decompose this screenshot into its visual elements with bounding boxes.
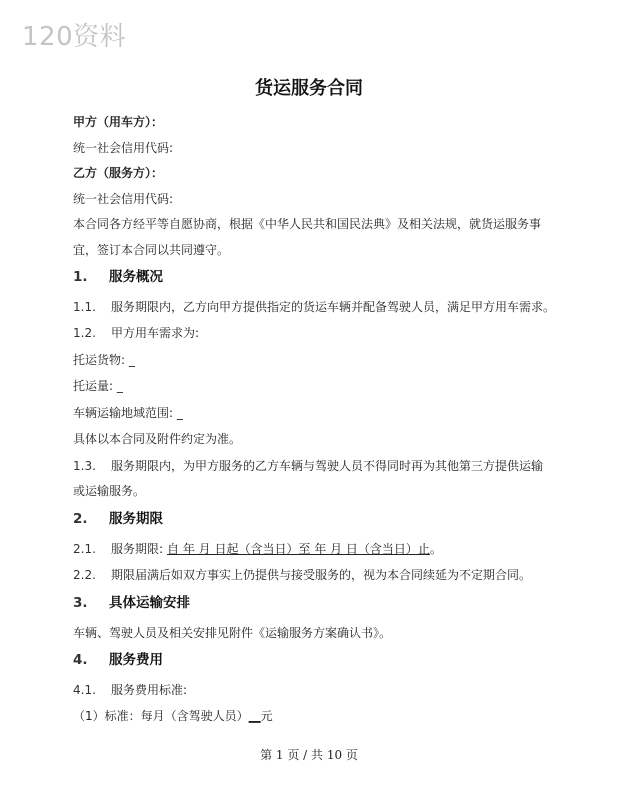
clause-1-1-number: 1.1. bbox=[73, 300, 96, 314]
clause-4-1 bbox=[73, 682, 187, 698]
clause-4-1-text: 服务费用标准: bbox=[111, 683, 188, 697]
region-line: 车辆运输地域范围: _ bbox=[73, 406, 183, 420]
cargo-line: 托运货物: _ bbox=[73, 353, 135, 367]
clause-2-2-text: 期限届满后如双方事实上仍提供与接受服务的，视为本合同续延为不定期合同。 bbox=[111, 568, 532, 582]
intro-paragraph-line-1: 本合同各方经平等自愿协商，根据《中华人民共和国民法典》及相关法规，就货运服务事 bbox=[73, 217, 542, 231]
clause-1-2-number: 1.2. bbox=[73, 326, 96, 340]
clause-3-text: 车辆、驾驶人员及相关安排见附件《运输服务方案确认书》。 bbox=[73, 626, 392, 640]
party-a-credit-code: 统一社会信用代码: bbox=[73, 141, 174, 155]
fee-standard-suffix: 元 bbox=[260, 709, 273, 723]
volume-line: 托运量: _ bbox=[73, 379, 123, 393]
clause-2-1-suffix: 。 bbox=[429, 542, 442, 556]
section-1-heading bbox=[73, 269, 163, 285]
section-2-number: 2. bbox=[73, 511, 88, 527]
section-4-heading bbox=[73, 652, 163, 668]
annex-note: 具体以本合同及附件约定为准。 bbox=[73, 432, 242, 446]
intro-paragraph-line-2: 宜，签订本合同以共同遵守。 bbox=[73, 243, 230, 257]
clause-1-2 bbox=[73, 325, 199, 341]
clause-4-1-number: 4.1. bbox=[73, 683, 96, 697]
section-3-heading bbox=[73, 595, 190, 611]
clause-2-1-number: 2.1. bbox=[73, 542, 96, 556]
clause-2-1 bbox=[73, 541, 442, 557]
section-1-number: 1. bbox=[73, 269, 88, 285]
clause-1-3-line-2: 或运输服务。 bbox=[73, 484, 146, 498]
section-3-title: 具体运输安排 bbox=[109, 595, 190, 611]
party-a-label: 甲方（用车方）： bbox=[73, 115, 164, 129]
party-b-label: 乙方（服务方）： bbox=[73, 166, 164, 180]
section-2-heading bbox=[73, 511, 163, 527]
clause-1-1 bbox=[73, 299, 555, 315]
clause-1-3-line-1 bbox=[73, 458, 543, 474]
section-2-title: 服务期限 bbox=[109, 511, 163, 527]
page-footer: 第 1 页 / 共 10 页 bbox=[260, 748, 358, 762]
clause-1-1-text: 服务期限内，乙方向甲方提供指定的货运车辆并配备驾驶人员，满足甲方用车需求。 bbox=[111, 300, 556, 314]
section-4-title: 服务费用 bbox=[109, 652, 163, 668]
watermark: 120资料 bbox=[22, 22, 127, 52]
clause-1-2-text: 甲方用车需求为: bbox=[111, 326, 200, 340]
document-title: 货运服务合同 bbox=[255, 78, 363, 99]
service-period-blank: 自 年 月 日起（含当日）至 年 月 日（含当日）止 bbox=[167, 542, 430, 556]
section-3-number: 3. bbox=[73, 595, 88, 611]
fee-amount-blank: __ bbox=[248, 709, 261, 723]
clause-2-2 bbox=[73, 567, 531, 583]
clause-2-2-number: 2.2. bbox=[73, 568, 96, 582]
clause-1-3-number: 1.3. bbox=[73, 459, 96, 473]
fee-standard-line bbox=[73, 708, 273, 724]
section-4-number: 4. bbox=[73, 652, 88, 668]
section-1-title: 服务概况 bbox=[109, 269, 163, 285]
party-b-credit-code: 统一社会信用代码: bbox=[73, 192, 174, 206]
clause-2-1-prefix: 服务期限: bbox=[111, 542, 164, 556]
fee-standard-prefix: （1）标准：每月（含驾驶人员） bbox=[73, 709, 249, 723]
clause-1-3-text-1: 服务期限内，为甲方服务的乙方车辆与驾驶人员不得同时再为其他第三方提供运输 bbox=[111, 459, 544, 473]
